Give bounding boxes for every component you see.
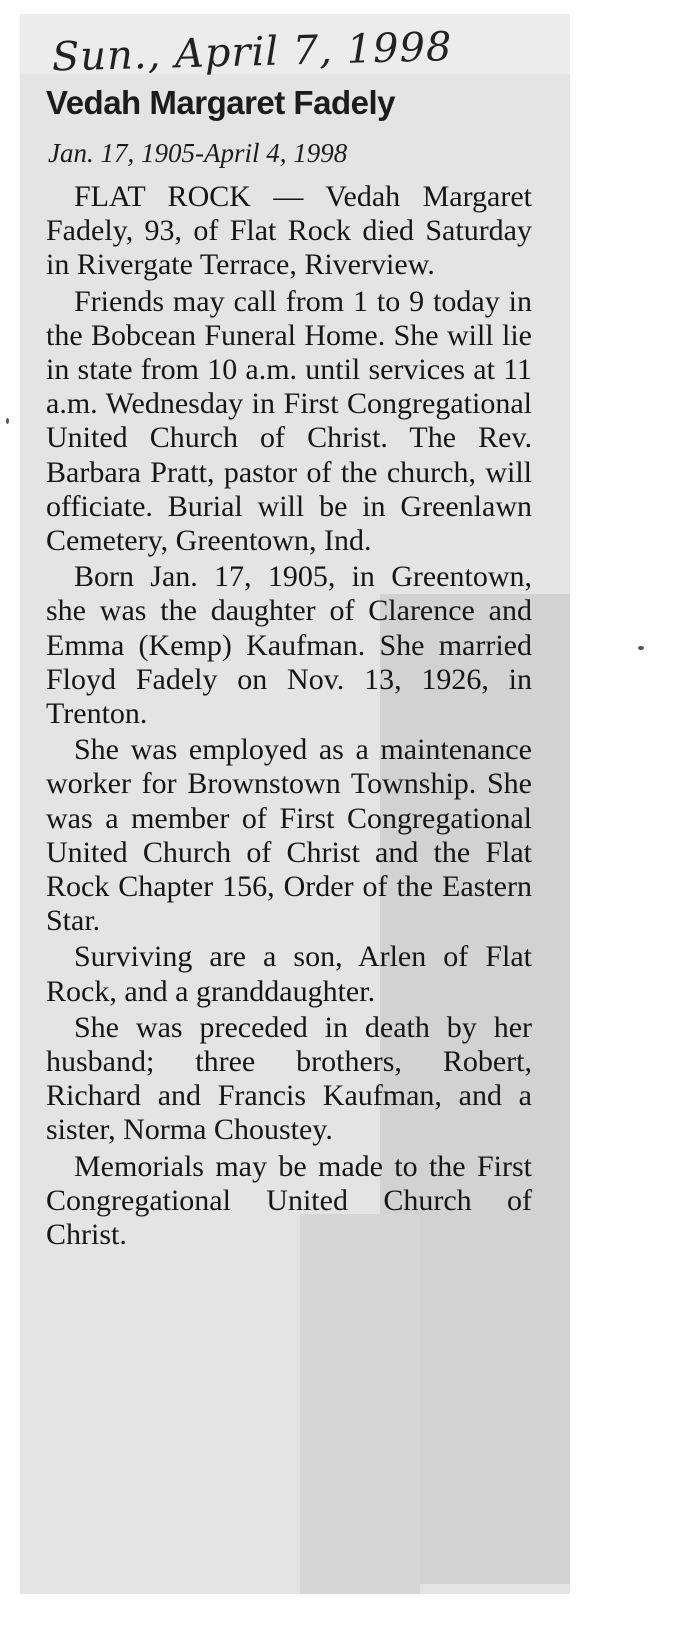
paper-tone bbox=[300, 1214, 420, 1594]
obituary-headline: Vedah Margaret Fadely bbox=[46, 84, 395, 121]
scan-speck bbox=[638, 646, 644, 650]
paragraph: Memorials may be made to the First Congregational United Church of Christ. bbox=[46, 1149, 532, 1252]
handwritten-date-note: Sun., April 7, 1998 bbox=[51, 24, 454, 81]
obituary-body bbox=[46, 180, 532, 1254]
paragraph: Born Jan. 17, 1905, in Greentown, she was the daughter of Clarence and Emma (Kemp) Kaufman. She married Floyd Fadely on Nov. 13, 1926, in Trenton. bbox=[46, 560, 532, 731]
paragraph: Surviving are a son, Arlen of Flat Rock, and a granddaughter. bbox=[46, 940, 532, 1008]
paragraph: FLAT ROCK — Vedah Margaret Fadely, 93, of Flat Rock died Saturday in Rivergate Terrace, Riverview. bbox=[46, 180, 532, 282]
scan-speck bbox=[6, 418, 9, 424]
paragraph: She was preceded in death by her husband; three brothers, Robert, Richard and Francis Kaufman, and a sister, Norma Choustey. bbox=[46, 1010, 532, 1147]
life-dates: Jan. 17, 1905-April 4, 1998 bbox=[48, 138, 348, 168]
paragraph: She was employed as a maintenance worker for Brownstown Township. She was a member of First Congregational United Church of Christ and the Flat Rock Chapter 156, Order of the Eastern Star. bbox=[46, 733, 532, 938]
paragraph: Friends may call from 1 to 9 today in the Bobcean Funeral Home. She will lie in state from 10 a.m. until services at 11 a.m. Wednesday in First Congregational United Church of Christ. The Rev. Barbara Pratt, pastor of the church, will officiate. Burial will be in Greenlawn Cemetery, Greentown, Ind. bbox=[46, 284, 532, 558]
